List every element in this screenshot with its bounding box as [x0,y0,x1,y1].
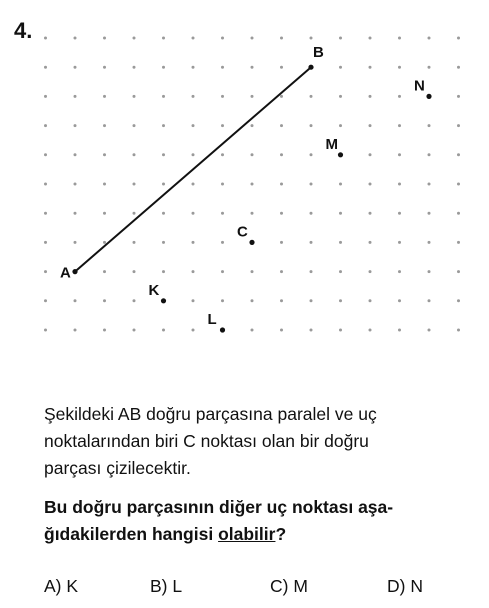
grid-dot [103,212,106,215]
grid-dot [133,270,136,273]
grid-dot [428,270,431,273]
grid-dot [103,124,106,127]
grid-dot [310,37,313,40]
grid-dot [251,66,254,69]
grid-dot [457,299,460,302]
choice-c[interactable]: C) M [270,576,308,596]
grid-dot [339,212,342,215]
grid-dot [162,270,165,273]
grid-dot [457,241,460,244]
grid-dot [369,95,372,98]
grid-dot [74,124,77,127]
grid-dot [369,299,372,302]
grid-dot [192,270,195,273]
choice-a[interactable]: A) K [44,576,79,596]
point-label-c: C [237,223,248,241]
grid-dot [103,95,106,98]
grid-dot [103,37,106,40]
grid-dot [339,66,342,69]
grid-dot [398,241,401,244]
answer-choices [0,576,489,600]
grid-dot [398,183,401,186]
grid-dot [44,183,47,186]
grid-dot [103,270,106,273]
grid-dot [457,95,460,98]
grid-dot [251,124,254,127]
grid-dot [369,153,372,156]
grid-dot [310,212,313,215]
point-b [308,65,313,70]
grid-dot [457,153,460,156]
grid-dot [103,329,106,332]
labeled-points [60,44,432,332]
grid-dot [369,329,372,332]
grid-dot [398,124,401,127]
grid-dot [221,124,224,127]
grid-dot [74,95,77,98]
grid-dot [221,270,224,273]
grid-dot [339,241,342,244]
grid-dot [44,124,47,127]
point-label-n: N [414,77,425,95]
grid-dot [428,212,431,215]
grid-dot [192,212,195,215]
grid-dot [103,66,106,69]
grid-dot [280,329,283,332]
grid-dot [251,212,254,215]
grid-dot [251,37,254,40]
grid-dot [398,95,401,98]
stem-line: parçası çizilecektir. [44,458,191,478]
grid-dot [162,212,165,215]
grid-dot [457,329,460,332]
grid-dot [280,95,283,98]
grid-dot [74,37,77,40]
grid-dot [192,241,195,244]
grid-dot [133,241,136,244]
grid-dot [428,37,431,40]
grid-dot [280,124,283,127]
prompt-line-2 [44,521,469,548]
grid-dot [369,66,372,69]
grid-dot [74,241,77,244]
grid-dot [310,95,313,98]
prompt-underlined-word: olabilir [218,524,276,544]
grid-dot [74,329,77,332]
grid-dot [44,299,47,302]
grid-dot [103,183,106,186]
grid-dot [44,270,47,273]
grid-dot [310,241,313,244]
grid-dot [280,270,283,273]
question-prompt [44,494,469,548]
grid-dot [162,329,165,332]
grid-dot [457,212,460,215]
grid-dot [74,66,77,69]
grid-dot [428,329,431,332]
grid-dot [44,66,47,69]
grid-dot [251,95,254,98]
grid-dot [221,299,224,302]
grid-dot [133,66,136,69]
grid-dot [280,37,283,40]
grid-dot [44,153,47,156]
grid-dot [457,124,460,127]
grid-dot [369,183,372,186]
grid-dot [457,66,460,69]
grid-dot [398,37,401,40]
point-label-m: M [325,135,338,153]
grid-dot [162,95,165,98]
grid-dot [162,183,165,186]
grid-dot [398,66,401,69]
grid-dot [103,299,106,302]
grid-dot [398,299,401,302]
grid-dot [369,212,372,215]
point-a [72,269,77,274]
grid-dot [369,241,372,244]
grid-dot [339,329,342,332]
grid-dot [457,270,460,273]
grid-dot [74,153,77,156]
grid-dot [310,153,313,156]
grid-dot [133,212,136,215]
grid-dot [44,95,47,98]
grid-dot [133,37,136,40]
grid-dot [339,183,342,186]
grid-dot [339,95,342,98]
grid-dot [251,270,254,273]
grid-dot [428,66,431,69]
question-number: 4. [14,18,33,43]
grid-dot [133,329,136,332]
grid-dot [192,153,195,156]
grid-dot [339,37,342,40]
grid-dot [280,153,283,156]
grid-dot [428,153,431,156]
grid-dot [162,153,165,156]
grid-dot [133,95,136,98]
grid-dot [398,212,401,215]
grid-dot [428,183,431,186]
stem-line: Şekildeki AB doğru parçasına paralel ve uç [44,404,377,424]
grid-dot [221,153,224,156]
grid-dot [310,183,313,186]
grid-dot [457,37,460,40]
grid-dot [251,183,254,186]
grid-dot [221,66,224,69]
point-l [220,327,225,332]
grid-dot [133,299,136,302]
grid-dots [44,37,460,332]
grid-dot [251,329,254,332]
point-c [249,240,254,245]
stem-line: noktalarından biri C noktası olan bir doğru [44,431,369,451]
grid-dot [44,241,47,244]
grid-dot [398,270,401,273]
grid-dot [133,153,136,156]
grid-dot [221,212,224,215]
point-label-b: B [313,44,324,62]
grid-dot [103,153,106,156]
grid-dot [398,153,401,156]
grid-dot [162,241,165,244]
grid-dot [280,241,283,244]
grid-dot [221,95,224,98]
grid-dot [133,124,136,127]
grid-dot [44,37,47,40]
grid-dot [310,329,313,332]
grid-dot [192,66,195,69]
grid-dot [192,299,195,302]
grid-dot [74,299,77,302]
grid-dot [44,212,47,215]
grid-dot [280,299,283,302]
point-m [338,152,343,157]
grid-dot [457,183,460,186]
choice-d[interactable]: D) N [387,576,423,596]
grid-dot [162,37,165,40]
point-label-a: A [60,264,71,282]
grid-dot [74,183,77,186]
grid-dot [339,299,342,302]
grid-dot [162,66,165,69]
grid-dot [310,299,313,302]
grid-dot [221,241,224,244]
grid-dot [369,37,372,40]
grid-dot [310,124,313,127]
grid-dot [369,124,372,127]
grid-dot [74,212,77,215]
prompt-line-1: Bu doğru parçasının diğer uç noktası aşa- [44,497,394,517]
grid-dot [192,37,195,40]
grid-dot [280,212,283,215]
point-n [426,94,431,99]
grid-dot [280,183,283,186]
grid-dot [221,183,224,186]
grid-dot [428,241,431,244]
grid-dot [339,270,342,273]
prompt-question-mark: ? [275,524,287,544]
point-label-k: K [148,281,160,299]
grid-dot [428,299,431,302]
prompt-text: ğıdakilerden hangisi [44,524,219,544]
grid-dot [192,124,195,127]
grid-dot [428,124,431,127]
grid-dot [280,66,283,69]
choice-b[interactable]: B) L [150,576,183,596]
grid-dot [251,299,254,302]
point-k [161,298,166,303]
grid-dot [310,270,313,273]
grid-dot [369,270,372,273]
grid-dot [133,183,136,186]
grid-dot [103,241,106,244]
grid-dot [251,153,254,156]
grid-dot [339,124,342,127]
grid-dot [192,95,195,98]
point-label-l: L [207,311,217,328]
grid-dot [192,183,195,186]
grid-dot [162,124,165,127]
question-stem [44,401,464,482]
grid-dot [221,37,224,40]
grid-dot [398,329,401,332]
grid-dot [192,329,195,332]
grid-dot [44,329,47,332]
